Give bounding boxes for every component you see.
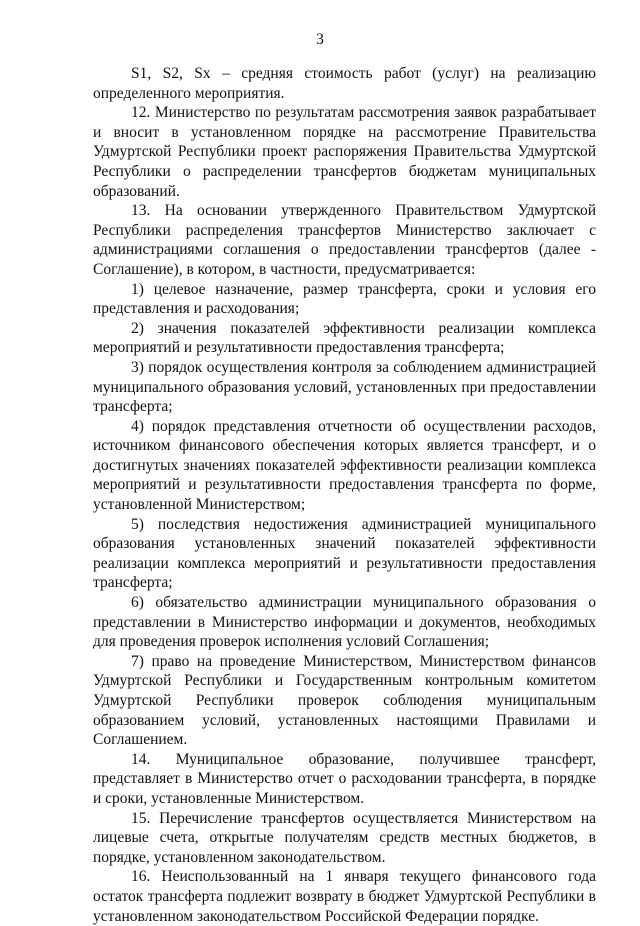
list-item-5: 5) последствия недостижения администрацией муниципального образования установленных значений показателей эффективности реализации комплекса мероприятий и результативности предоставления трансферта; xyxy=(93,515,596,592)
paragraph-12: 12. Министерство по результатам рассмотрения заявок разрабатывает и вносит в установленном порядке на рассмотрение Правительства Удмуртской Республики проект распоряжения Правительства Удмуртской Республики о распределении трансфертов бюджетам муниципальных образований. xyxy=(93,104,596,200)
paragraph-cost-definition: S1, S2, Sx – средняя стоимость работ (услуг) на реализацию определенного мероприятия. xyxy=(93,65,596,102)
list-item-2: 2) значения показателей эффективности реализации комплекса мероприятий и результативности предоставления трансферта; xyxy=(93,319,596,357)
list-item-4: 4) порядок представления отчетности об осуществлении расходов, источником финансового обеспечения которых является трансферт, и о достигнутых значениях показателей эффективности реализации комплекса мероприятий и результативности предоставления трансферта по форме, установленной Министерством; xyxy=(93,417,596,514)
paragraph-16: 16. Неиспользованный на 1 января текущего финансового года остаток трансферта подлежит возврату в бюджет Удмуртской Республики в установленном законодательством Российской Федерации порядке. xyxy=(93,868,596,925)
list-item-1: 1) целевое назначение, размер трансферта, сроки и условия его представления и расходования; xyxy=(93,280,596,318)
list-item-7: 7) право на проведение Министерством, Министерством финансов Удмуртской Республики и Государственным контрольным комитетом Удмуртской Республики проверок соблюдения муниципальным образованием условий, установленных настоящими Правилами и Соглашением. xyxy=(93,652,596,749)
paragraph-13: 13. На основании утвержденного Правительством Удмуртской Республики распределения трансфертов Министерство заключает с администрациями соглашения о предоставлении трансфертов (далее - Соглашение), в котором, в частности, предусматривается: xyxy=(93,202,596,278)
document-body xyxy=(93,64,596,926)
list-item-6: 6) обязательство администрации муниципального образования о представлении в Министерство информации и документов, необходимых для проведения проверок исполнения условий Соглашения; xyxy=(93,594,596,651)
page-number: 3 xyxy=(316,31,324,48)
paragraph-14: 14. Муниципальное образование, получившее трансферт, представляет в Министерство отчет о расходовании трансферта, в порядке и сроки, установленные Министерством. xyxy=(93,750,596,807)
paragraph-15: 15. Перечисление трансфертов осуществляется Министерством на лицевые счета, открытые получателям средств местных бюджетов, в порядке, установленном законодательством. xyxy=(93,809,596,866)
list-item-3: 3) порядок осуществления контроля за соблюдением администрацией муниципального образования условий, установленных при предоставлении трансферта; xyxy=(93,358,596,416)
